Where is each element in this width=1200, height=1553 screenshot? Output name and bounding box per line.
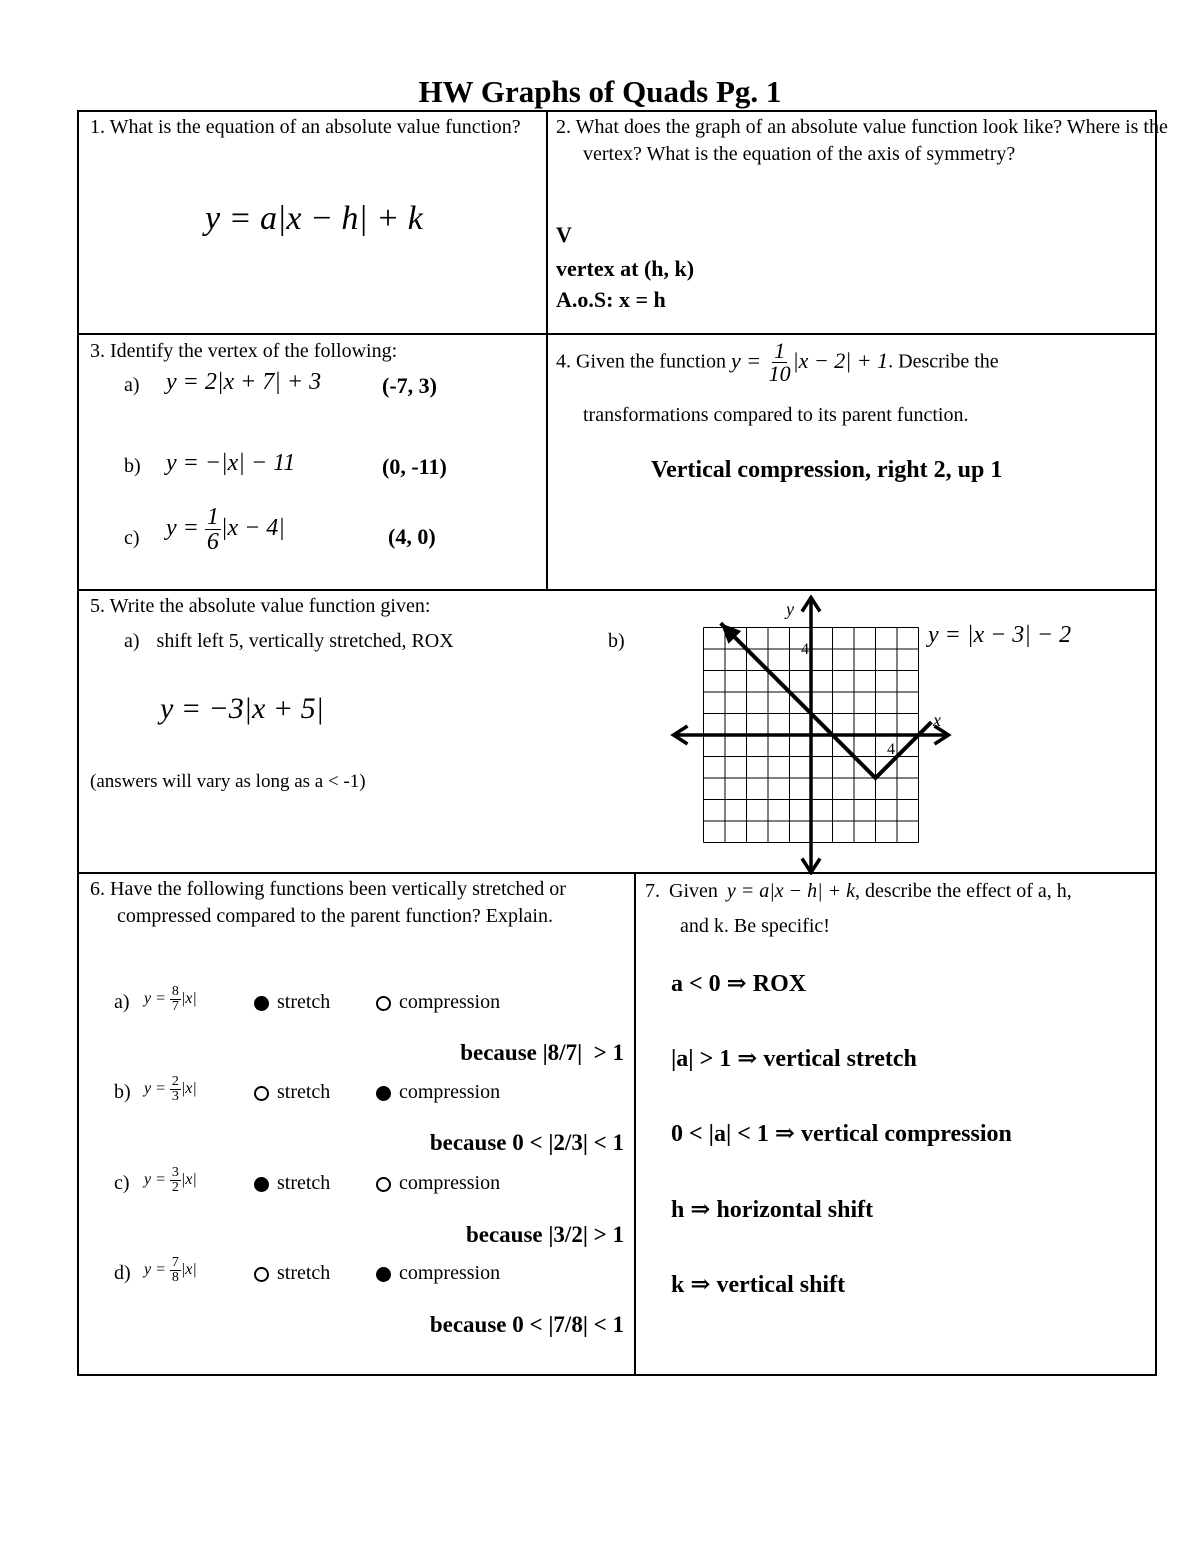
question-1-number: 1.	[90, 116, 105, 138]
compression-radio[interactable]: compression	[376, 1079, 500, 1106]
question-4-equation: y = $\frac{1}{10}$ |x − 2| + 1	[730, 338, 889, 386]
question-3b-answer: (0, -11)	[382, 454, 447, 479]
question-2-answer-aos: A.o.S: x = h	[556, 287, 666, 312]
question-4-line2: transformations compared to its parent function.	[583, 404, 969, 426]
question-4: 4. Given the function y = $\frac{1}{10}$ |x − 2| + 1. Describe the	[556, 338, 999, 386]
page-title: HW Graphs of Quads Pg. 1	[418, 74, 782, 109]
question-6-item-label: a)	[114, 991, 130, 1013]
rule-vertical-shift: k ⇒ vertical shift	[671, 1272, 846, 1298]
question-6-item-label: b)	[114, 1081, 131, 1103]
question-6-item-label: d)	[114, 1262, 131, 1284]
rule-vertical-stretch: |a| > 1 ⇒ vertical stretch	[671, 1046, 917, 1072]
question-2	[556, 114, 1175, 168]
question-3c-answer: (4, 0)	[388, 524, 436, 549]
rule-a-negative: a < 0 ⇒ ROX	[671, 971, 807, 997]
question-3a-answer: (-7, 3)	[382, 373, 437, 398]
stretch-radio[interactable]: stretch	[254, 989, 330, 1016]
compression-radio[interactable]: compression	[376, 1170, 500, 1197]
stretch-radio[interactable]: stretch	[254, 1260, 330, 1287]
question-7: 7. Given y = a|x − h| + k, describe the effect of a, h,	[645, 880, 1072, 902]
graph-x-label: x	[933, 710, 941, 730]
question-5: 5. Write the absolute value function given:	[90, 595, 431, 617]
stretch-radio[interactable]: stretch	[254, 1170, 330, 1197]
rule-vertical-compression: 0 < |a| < 1 ⇒ vertical compression	[671, 1121, 1012, 1147]
question-6-item	[114, 1256, 554, 1296]
stretch-radio-circle[interactable]	[254, 1177, 269, 1192]
absolute-value-graph	[670, 595, 960, 875]
question-3b: b) y = −|x| − 11 (0, -11)	[124, 450, 447, 479]
compression-radio-circle[interactable]	[376, 1086, 391, 1101]
question-6-item-because: because |8/7| > 1	[460, 1040, 624, 1065]
graph-x-tick-label: 4	[887, 741, 895, 758]
question-1-answer: y = a|x − h| + k	[205, 200, 423, 237]
question-1-text: What is the equation of an absolute value function?	[109, 116, 521, 138]
question-6-item-equation: y = $\frac{7}{8}$ |x|	[144, 1255, 197, 1285]
question-3a: a) y = 2|x + 7| + 3 (-7, 3)	[124, 369, 437, 398]
question-6-item-equation: y = $\frac{3}{2}$ |x|	[144, 1165, 197, 1195]
rule-horizontal-shift: h ⇒ horizontal shift	[671, 1197, 874, 1223]
question-3	[90, 338, 397, 365]
compression-radio-circle[interactable]	[376, 996, 391, 1011]
question-2-answer-vertex: vertex at (h, k)	[556, 256, 695, 281]
question-6-item-equation: y = $\frac{8}{7}$ |x|	[144, 984, 197, 1014]
graph-y-tick-label: 4	[801, 641, 809, 658]
question-6: 6. Have the following functions been vertically stretched or compressed compared to the parent function? Explain.	[90, 878, 566, 927]
question-5-note: (answers will vary as long as a < -1)	[90, 771, 366, 792]
stretch-radio[interactable]: stretch	[254, 1079, 330, 1106]
question-6-item-because: because |3/2| > 1	[465, 1222, 624, 1247]
question-3c: c) y = $\frac{1}{6}$ |x − 4| (4, 0)	[124, 504, 436, 555]
question-3a-equation: y = 2|x + 7| + 3	[166, 369, 322, 395]
question-6-item-equation: y = $\frac{2}{3}$ |x|	[144, 1074, 197, 1104]
question-3-number: 3.	[90, 340, 105, 362]
question-4-answer: Vertical compression, right 2, up 1	[651, 457, 1003, 483]
compression-radio[interactable]: compression	[376, 1260, 500, 1287]
question-5b-answer: y = |x − 3| − 2	[928, 622, 1072, 648]
question-2-text: What does the graph of an absolute value function look like? Where is the vertex? What is the equation of the axis of symmetry?	[575, 116, 1168, 165]
question-3b-equation: y = −|x| − 11	[166, 450, 296, 476]
question-6-item	[114, 1075, 554, 1115]
question-3c-equation: y = $\frac{1}{6}$ |x − 4|	[166, 504, 285, 555]
question-7-line2: and k. Be specific!	[680, 915, 830, 937]
question-5b-label: b)	[608, 630, 625, 652]
question-6-item-because: because 0 < |7/8| < 1	[429, 1312, 624, 1337]
graph-line	[721, 623, 932, 778]
stretch-radio-circle[interactable]	[254, 1267, 269, 1282]
question-5a-answer: y = −3|x + 5|	[160, 692, 324, 725]
question-2-number: 2.	[556, 116, 571, 138]
question-6-item	[114, 1166, 554, 1206]
stretch-radio-circle[interactable]	[254, 996, 269, 1011]
compression-radio-circle[interactable]	[376, 1267, 391, 1282]
stretch-radio-circle[interactable]	[254, 1086, 269, 1101]
question-6-item-because: because 0 < |2/3| < 1	[429, 1130, 624, 1155]
graph-axes	[674, 598, 949, 873]
graph-y-label: y	[786, 599, 794, 619]
question-1	[90, 114, 557, 141]
question-6-item-label: c)	[114, 1172, 130, 1194]
question-2-answer-shape: V	[556, 222, 572, 247]
question-5a: a) shift left 5, vertically stretched, ROX	[124, 630, 454, 652]
compression-radio-circle[interactable]	[376, 1177, 391, 1192]
question-6-item	[114, 985, 554, 1025]
compression-radio[interactable]: compression	[376, 989, 500, 1016]
question-3-text: Identify the vertex of the following:	[110, 340, 398, 362]
question-7-equation: y = a|x − h| + k	[726, 880, 856, 902]
